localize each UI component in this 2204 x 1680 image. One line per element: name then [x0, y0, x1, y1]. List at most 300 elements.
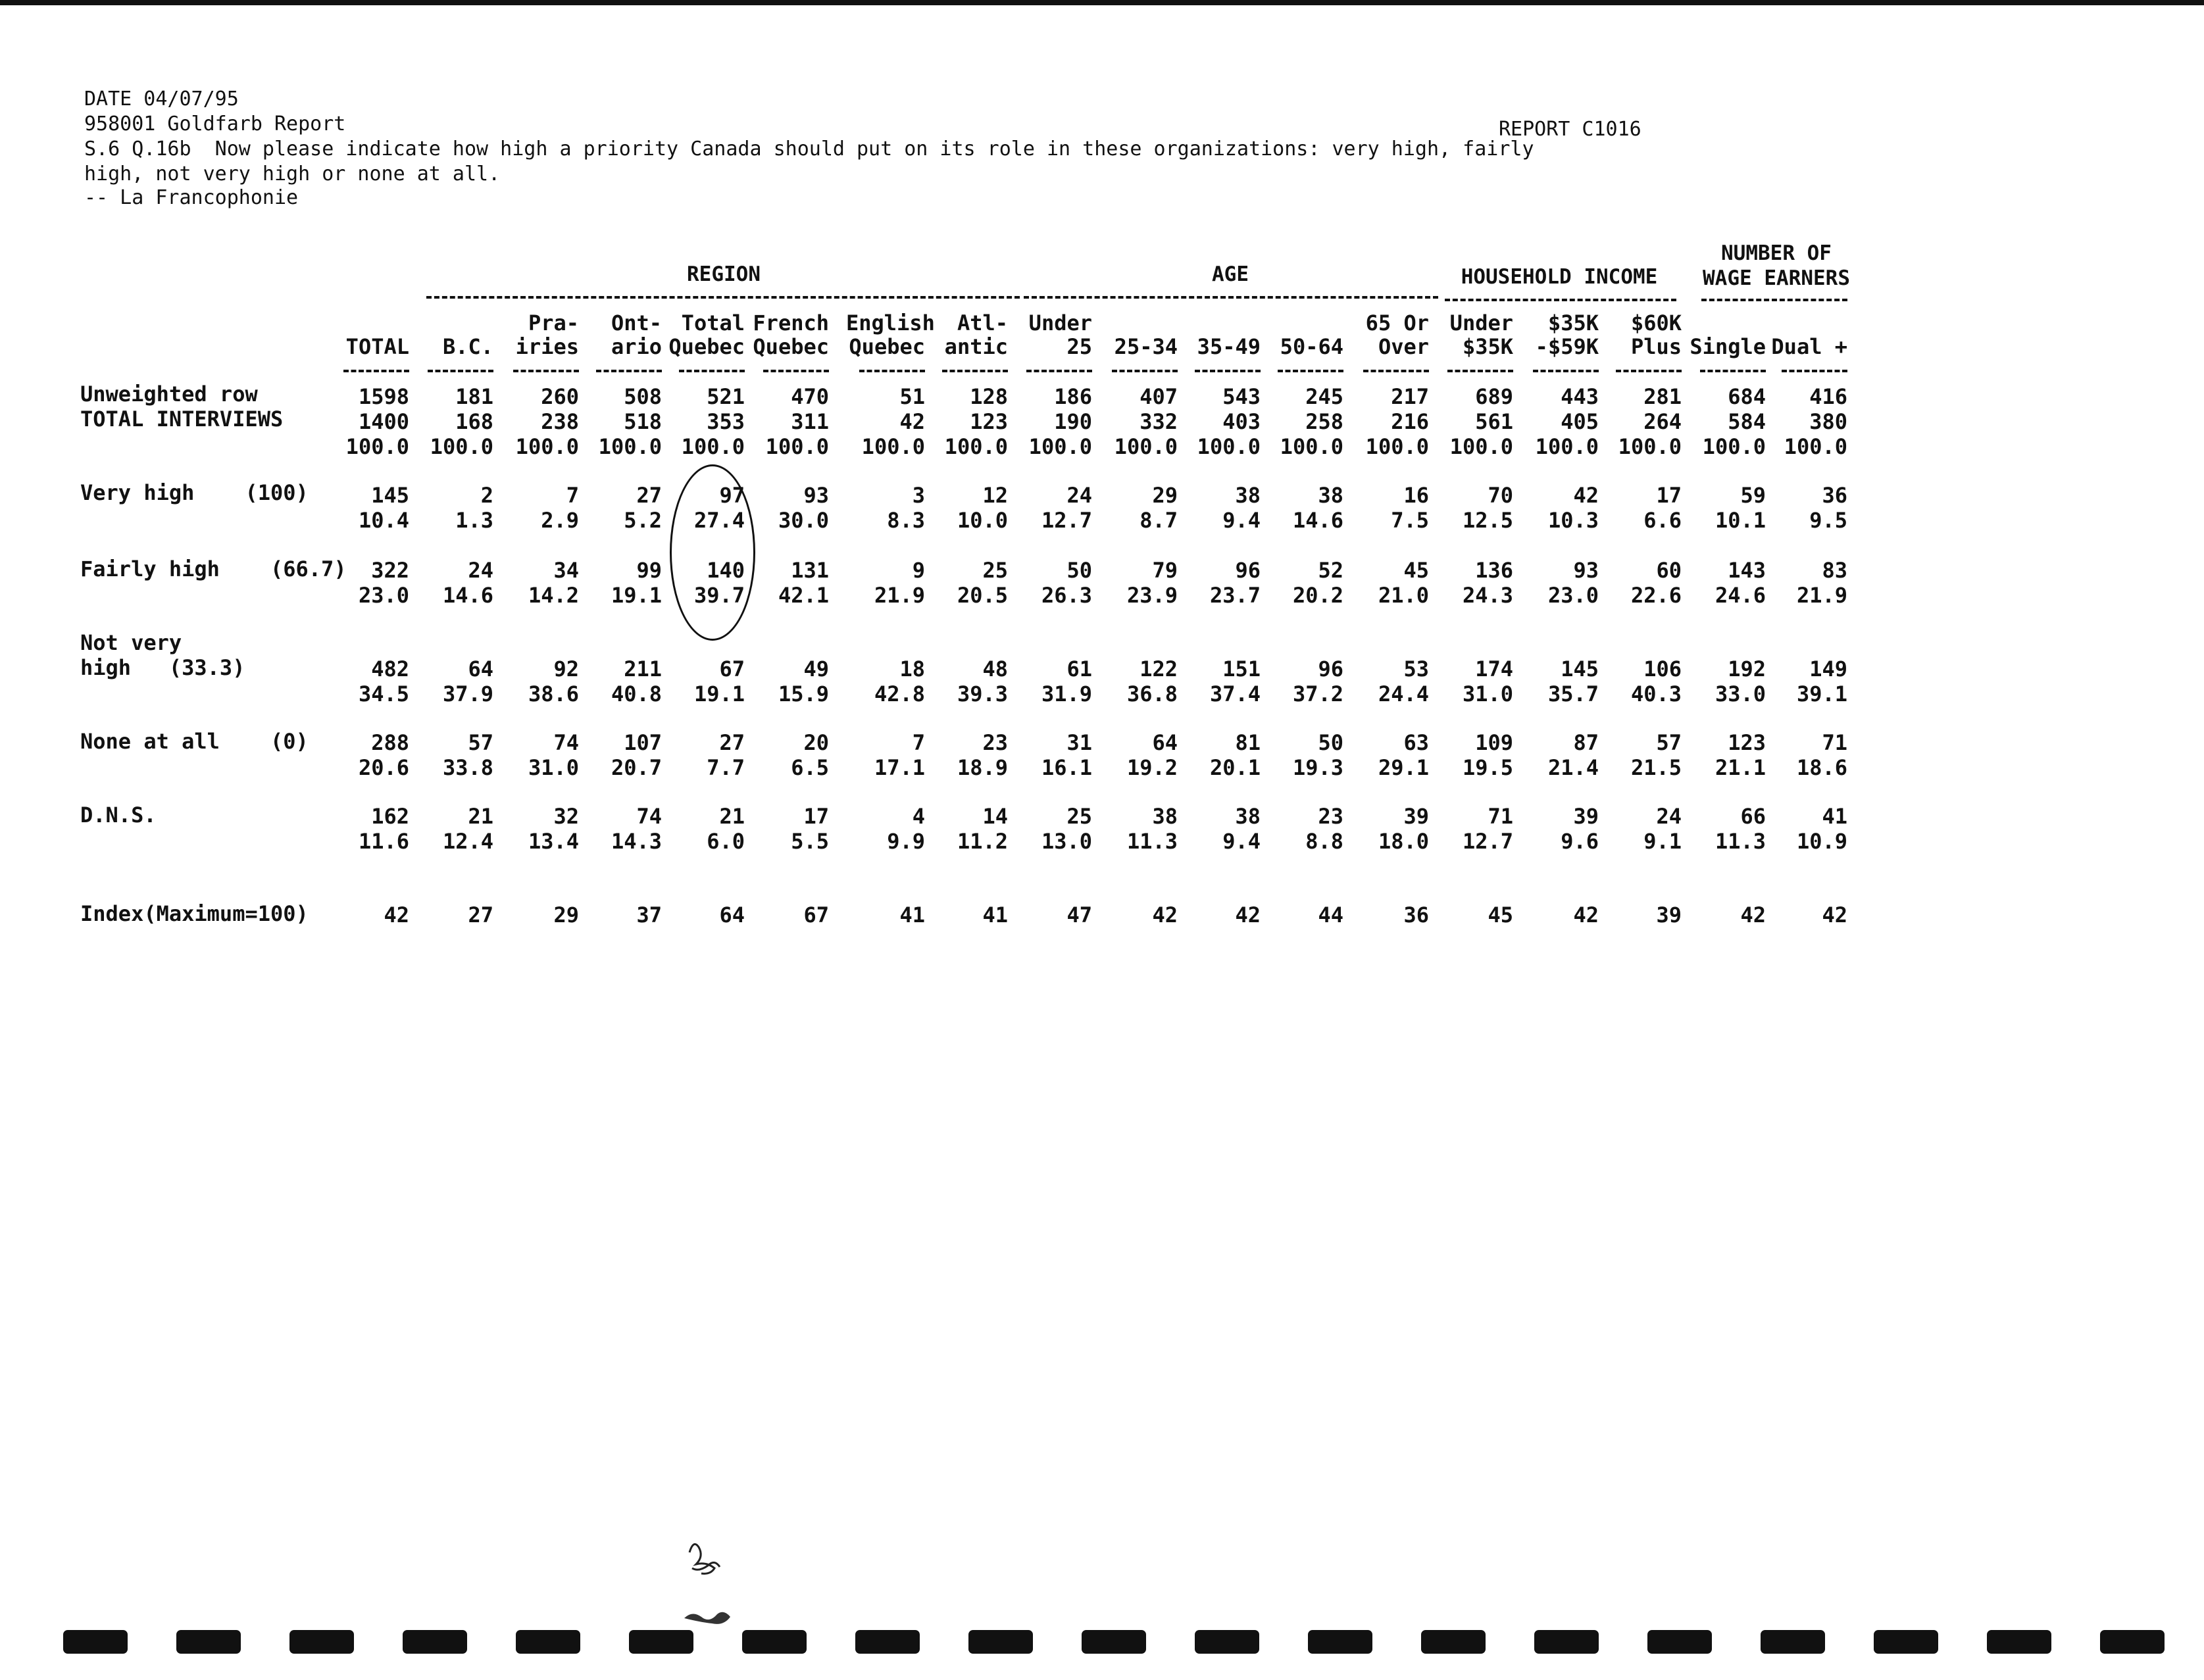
table-cell: 584 [1728, 409, 1766, 434]
table-cell: 93 [803, 483, 829, 508]
table-cell: 2 [480, 483, 493, 508]
table-cell: 100.0 [598, 434, 662, 459]
table-cell: 96 [1235, 558, 1261, 583]
table-cell: 74 [636, 804, 662, 829]
table-cell: 518 [624, 409, 662, 434]
table-cell: 288 [371, 730, 409, 755]
table-cell: 123 [1728, 730, 1766, 755]
table-cell: 10.4 [358, 508, 409, 533]
table-cell: 21.1 [1715, 755, 1766, 780]
table-cell: 15.9 [778, 681, 829, 706]
table-cell: 407 [1140, 384, 1178, 409]
punch-hole [516, 1630, 580, 1654]
table-cell: 14.6 [1292, 508, 1343, 533]
table-cell: 20.5 [957, 583, 1008, 608]
group-header-wage-line1: NUMBER OF [1721, 241, 1832, 265]
table-cell: 100.0 [1280, 434, 1343, 459]
question-line-2: high, not very high or none at all. [84, 162, 501, 185]
punch-hole [1874, 1630, 1938, 1654]
table-cell: 151 [1222, 656, 1261, 681]
punch-hole [855, 1630, 920, 1654]
table-cell: 41 [899, 902, 925, 927]
table-cell: 38 [1318, 483, 1343, 508]
table-cell: 8.7 [1140, 508, 1178, 533]
table-cell: 42 [899, 409, 925, 434]
table-cell: 100.0 [1114, 434, 1178, 459]
table-cell: 44 [1318, 902, 1343, 927]
table-cell: 561 [1475, 409, 1513, 434]
table-cell: 403 [1222, 409, 1261, 434]
table-cell: 107 [624, 730, 662, 755]
table-cell: 42 [384, 902, 409, 927]
table-cell: 61 [1066, 656, 1092, 681]
table-cell: 174 [1475, 656, 1513, 681]
table-cell: 123 [970, 409, 1008, 434]
table-cell: 38.6 [528, 681, 579, 706]
table-cell: 23 [1318, 804, 1343, 829]
table-cell: 23.9 [1126, 583, 1178, 608]
table-cell: 24.4 [1378, 681, 1429, 706]
table-cell: 238 [541, 409, 579, 434]
income-underline [1445, 299, 1676, 301]
table-cell: 27 [468, 902, 493, 927]
table-cell: 353 [707, 409, 745, 434]
column-underline [343, 370, 409, 372]
row-label: Fairly high (66.7) [80, 556, 347, 581]
table-cell: 35.7 [1547, 681, 1599, 706]
table-cell: 59 [1740, 483, 1766, 508]
table-cell: 42 [1573, 483, 1599, 508]
table-cell: 38 [1235, 804, 1261, 829]
report-id: REPORT C1016 [1499, 118, 1641, 141]
table-cell: 17.1 [874, 755, 925, 780]
punch-hole [63, 1630, 128, 1654]
table-cell: 190 [1054, 409, 1092, 434]
column-header-line2: 25 [1066, 334, 1092, 359]
table-cell: 684 [1728, 384, 1766, 409]
column-underline [1112, 370, 1178, 372]
scan-top-edge [0, 0, 2204, 5]
table-cell: 64 [468, 656, 493, 681]
column-header-line1: $60K [1630, 310, 1682, 335]
table-cell: 48 [982, 656, 1008, 681]
table-cell: 21 [468, 804, 493, 829]
table-cell: 258 [1305, 409, 1343, 434]
table-cell: 24 [468, 558, 493, 583]
table-cell: 18.6 [1796, 755, 1847, 780]
age-underline [1024, 296, 1438, 299]
column-header-line2: $35K [1462, 334, 1513, 359]
table-cell: 311 [791, 409, 829, 434]
table-cell: 100.0 [1702, 434, 1766, 459]
wage-underline [1701, 299, 1847, 301]
table-cell: 100.0 [1365, 434, 1429, 459]
table-cell: 81 [1235, 730, 1261, 755]
table-cell: 7 [912, 730, 925, 755]
table-cell: 100.0 [1535, 434, 1599, 459]
table-cell: 12.5 [1462, 508, 1513, 533]
table-cell: 83 [1822, 558, 1847, 583]
table-cell: 145 [371, 483, 409, 508]
table-cell: 106 [1643, 656, 1682, 681]
table-cell: 100.0 [765, 434, 829, 459]
table-cell: 6.5 [791, 755, 829, 780]
table-cell: 149 [1809, 656, 1847, 681]
column-header-line2: 25-34 [1114, 334, 1178, 359]
table-cell: 332 [1140, 409, 1178, 434]
table-cell: 21.0 [1378, 583, 1429, 608]
table-cell: 9.5 [1809, 508, 1847, 533]
column-underline [1782, 370, 1847, 372]
table-cell: 21 [719, 804, 745, 829]
table-cell: 49 [803, 656, 829, 681]
column-header-line1: French [753, 310, 829, 335]
punch-hole [1195, 1630, 1259, 1654]
column-underline [596, 370, 662, 372]
table-cell: 27.4 [693, 508, 745, 533]
table-cell: 30.0 [778, 508, 829, 533]
table-cell: 45 [1403, 558, 1429, 583]
table-cell: 443 [1561, 384, 1599, 409]
table-cell: 67 [803, 902, 829, 927]
table-cell: 9.6 [1561, 829, 1599, 854]
table-cell: 17 [803, 804, 829, 829]
table-cell: 36 [1822, 483, 1847, 508]
table-cell: 140 [707, 558, 745, 583]
table-cell: 24.6 [1715, 583, 1766, 608]
table-cell: 50 [1318, 730, 1343, 755]
punch-hole [1987, 1630, 2051, 1654]
table-cell: 9.4 [1222, 829, 1261, 854]
region-underline [426, 296, 1020, 299]
table-cell: 24 [1656, 804, 1682, 829]
table-cell: 74 [553, 730, 579, 755]
table-cell: 37.9 [442, 681, 493, 706]
table-cell: 53 [1403, 656, 1429, 681]
table-cell: 47 [1066, 902, 1092, 927]
table-cell: 64 [719, 902, 745, 927]
column-header-line1: Atl- [957, 310, 1008, 335]
table-cell: 21.9 [1796, 583, 1847, 608]
table-cell: 24 [1066, 483, 1092, 508]
table-cell: 482 [371, 656, 409, 681]
table-cell: 9.1 [1643, 829, 1682, 854]
punch-hole [1082, 1630, 1146, 1654]
table-cell: 64 [1152, 730, 1178, 755]
table-cell: 42 [1152, 902, 1178, 927]
column-header-line2: iries [515, 334, 579, 359]
table-cell: 14.3 [611, 829, 662, 854]
table-cell: 31 [1066, 730, 1092, 755]
table-cell: 100.0 [1618, 434, 1682, 459]
row-label: Not very [80, 630, 182, 655]
punch-hole [2100, 1630, 2165, 1654]
table-cell: 100.0 [861, 434, 925, 459]
table-cell: 42.1 [778, 583, 829, 608]
table-cell: 143 [1728, 558, 1766, 583]
column-header-line2: -$59K [1535, 334, 1599, 359]
table-cell: 19.1 [693, 681, 745, 706]
group-header-region: REGION [687, 262, 761, 286]
column-header-line1: Under [1449, 310, 1513, 335]
column-header-line1: Pra- [528, 310, 579, 335]
table-cell: 27 [636, 483, 662, 508]
table-cell: 12.7 [1462, 829, 1513, 854]
table-cell: 162 [371, 804, 409, 829]
table-cell: 50 [1066, 558, 1092, 583]
table-cell: 16.1 [1041, 755, 1092, 780]
table-cell: 100.0 [1784, 434, 1847, 459]
report-date: DATE 04/07/95 [84, 87, 239, 111]
column-header-line2: Dual + [1771, 334, 1847, 359]
table-cell: 79 [1152, 558, 1178, 583]
column-header-line2: 35-49 [1197, 334, 1261, 359]
table-cell: 39 [1573, 804, 1599, 829]
table-cell: 186 [1054, 384, 1092, 409]
table-cell: 37 [636, 902, 662, 927]
table-cell: 216 [1391, 409, 1429, 434]
table-cell: 13.4 [528, 829, 579, 854]
table-cell: 543 [1222, 384, 1261, 409]
table-cell: 9 [912, 558, 925, 583]
table-cell: 9.4 [1222, 508, 1261, 533]
question-line-1: S.6 Q.16b Now please indicate how high a priority Canada should put on its role in these organizations: very high, fairly [84, 137, 1534, 161]
question-subject: -- La Francophonie [84, 186, 299, 209]
table-cell: 26.3 [1041, 583, 1092, 608]
column-underline [1447, 370, 1513, 372]
table-cell: 33.8 [442, 755, 493, 780]
punch-hole [968, 1630, 1033, 1654]
table-cell: 63 [1403, 730, 1429, 755]
column-header-line1: Ont- [611, 310, 662, 335]
table-cell: 42 [1822, 902, 1847, 927]
table-cell: 34.5 [358, 681, 409, 706]
table-cell: 19.5 [1462, 755, 1513, 780]
table-cell: 41 [1822, 804, 1847, 829]
table-cell: 39.1 [1796, 681, 1847, 706]
table-cell: 67 [719, 656, 745, 681]
punch-hole [176, 1630, 241, 1654]
table-cell: 12.4 [442, 829, 493, 854]
table-cell: 136 [1475, 558, 1513, 583]
table-cell: 7 [566, 483, 579, 508]
table-cell: 21.4 [1547, 755, 1599, 780]
table-cell: 42 [1573, 902, 1599, 927]
table-cell: 52 [1318, 558, 1343, 583]
table-cell: 92 [553, 656, 579, 681]
row-label: D.N.S. [80, 803, 157, 828]
table-cell: 51 [899, 384, 925, 409]
table-cell: 23 [982, 730, 1008, 755]
table-cell: 8.3 [887, 508, 925, 533]
column-header-line2: antic [944, 334, 1008, 359]
table-cell: 19.1 [611, 583, 662, 608]
group-header-wage-line2: WAGE EARNERS [1703, 266, 1850, 290]
row-label-line2: TOTAL INTERVIEWS [80, 407, 284, 432]
table-cell: 27 [719, 730, 745, 755]
punch-hole [742, 1630, 807, 1654]
table-cell: 19.3 [1292, 755, 1343, 780]
column-header-line2: 50-64 [1280, 334, 1343, 359]
column-header-line2: Over [1378, 334, 1429, 359]
table-cell: 1598 [358, 384, 409, 409]
table-cell: 508 [624, 384, 662, 409]
table-cell: 36 [1403, 902, 1429, 927]
table-cell: 20.7 [611, 755, 662, 780]
table-cell: 38 [1152, 804, 1178, 829]
punch-hole [403, 1630, 467, 1654]
table-cell: 39.7 [693, 583, 745, 608]
table-cell: 322 [371, 558, 409, 583]
table-cell: 7.7 [707, 755, 745, 780]
punch-hole [1534, 1630, 1599, 1654]
table-cell: 128 [970, 384, 1008, 409]
table-cell: 10.9 [1796, 829, 1847, 854]
table-cell: 34 [553, 558, 579, 583]
column-header-line2: Plus [1630, 334, 1682, 359]
table-cell: 99 [636, 558, 662, 583]
table-cell: 14.2 [528, 583, 579, 608]
table-cell: 13.0 [1041, 829, 1092, 854]
table-cell: 281 [1643, 384, 1682, 409]
table-cell: 100.0 [1028, 434, 1092, 459]
table-cell: 12.7 [1041, 508, 1092, 533]
table-cell: 70 [1488, 483, 1513, 508]
column-header-line1: Under [1028, 310, 1092, 335]
column-underline [513, 370, 579, 372]
column-header-line1: 65 Or [1365, 310, 1429, 335]
table-cell: 18.9 [957, 755, 1008, 780]
table-cell: 20 [803, 730, 829, 755]
table-cell: 100.0 [1197, 434, 1261, 459]
column-header-line2: Single [1690, 334, 1766, 359]
table-cell: 1400 [358, 409, 409, 434]
table-cell: 21.5 [1630, 755, 1682, 780]
column-header-line2: Quebec [753, 334, 829, 359]
table-cell: 6.0 [707, 829, 745, 854]
table-cell: 31.9 [1041, 681, 1092, 706]
table-cell: 60 [1656, 558, 1682, 583]
table-cell: 29.1 [1378, 755, 1429, 780]
table-cell: 260 [541, 384, 579, 409]
table-cell: 9.9 [887, 829, 925, 854]
table-cell: 18 [899, 656, 925, 681]
table-cell: 1.3 [455, 508, 493, 533]
table-cell: 10.1 [1715, 508, 1766, 533]
table-cell: 38 [1235, 483, 1261, 508]
table-cell: 100.0 [944, 434, 1008, 459]
table-cell: 41 [982, 902, 1008, 927]
table-cell: 264 [1643, 409, 1682, 434]
row-label: Very high (100) [80, 480, 309, 505]
table-cell: 23.0 [358, 583, 409, 608]
column-header-line2: B.C. [442, 334, 493, 359]
table-cell: 109 [1475, 730, 1513, 755]
column-underline [1278, 370, 1343, 372]
punch-hole [1761, 1630, 1825, 1654]
table-cell: 17 [1656, 483, 1682, 508]
column-underline [1533, 370, 1599, 372]
table-cell: 14.6 [442, 583, 493, 608]
table-cell: 36.8 [1126, 681, 1178, 706]
table-cell: 181 [455, 384, 493, 409]
table-cell: 145 [1561, 656, 1599, 681]
table-cell: 11.3 [1126, 829, 1178, 854]
report-name: 958001 Goldfarb Report [84, 112, 346, 136]
table-cell: 19.2 [1126, 755, 1178, 780]
table-cell: 122 [1140, 656, 1178, 681]
table-cell: 100.0 [345, 434, 409, 459]
table-cell: 37.2 [1292, 681, 1343, 706]
table-cell: 97 [719, 483, 745, 508]
table-cell: 20.2 [1292, 583, 1343, 608]
table-cell: 20.1 [1209, 755, 1261, 780]
handwritten-circle [670, 464, 755, 641]
table-cell: 71 [1488, 804, 1513, 829]
table-cell: 31.0 [528, 755, 579, 780]
punch-hole [1308, 1630, 1372, 1654]
punch-hole [1647, 1630, 1712, 1654]
table-cell: 11.3 [1715, 829, 1766, 854]
table-cell: 11.2 [957, 829, 1008, 854]
row-label: None at all (0) [80, 729, 309, 754]
table-cell: 10.3 [1547, 508, 1599, 533]
column-header-line2: Quebec [668, 334, 745, 359]
column-header-line2: Quebec [849, 334, 925, 359]
table-cell: 14 [982, 804, 1008, 829]
row-label-line2: high (33.3) [80, 655, 245, 680]
table-cell: 10.0 [957, 508, 1008, 533]
table-cell: 42 [1235, 902, 1261, 927]
column-header-line2: ario [611, 334, 662, 359]
table-cell: 470 [791, 384, 829, 409]
table-cell: 45 [1488, 902, 1513, 927]
table-cell: 31.0 [1462, 681, 1513, 706]
table-cell: 93 [1573, 558, 1599, 583]
table-cell: 39.3 [957, 681, 1008, 706]
table-cell: 405 [1561, 409, 1599, 434]
column-header-line1: Total [681, 310, 745, 335]
table-cell: 416 [1809, 384, 1847, 409]
table-cell: 8.8 [1305, 829, 1343, 854]
table-cell: 3 [912, 483, 925, 508]
table-cell: 11.6 [358, 829, 409, 854]
column-underline [679, 370, 745, 372]
column-underline [1700, 370, 1766, 372]
row-label: Index(Maximum=100) [80, 901, 309, 926]
column-header-line1: English [846, 310, 935, 335]
table-cell: 16 [1403, 483, 1429, 508]
table-cell: 100.0 [515, 434, 579, 459]
column-underline [1363, 370, 1429, 372]
table-cell: 6.6 [1643, 508, 1682, 533]
table-cell: 21.9 [874, 583, 925, 608]
table-cell: 168 [455, 409, 493, 434]
table-cell: 23.7 [1209, 583, 1261, 608]
table-cell: 42 [1740, 902, 1766, 927]
table-cell: 22.6 [1630, 583, 1682, 608]
table-cell: 23.0 [1547, 583, 1599, 608]
table-cell: 245 [1305, 384, 1343, 409]
table-cell: 42.8 [874, 681, 925, 706]
table-cell: 40.8 [611, 681, 662, 706]
column-header-line2: TOTAL [345, 334, 409, 359]
table-cell: 18.0 [1378, 829, 1429, 854]
table-cell: 2.9 [541, 508, 579, 533]
table-cell: 24.3 [1462, 583, 1513, 608]
table-cell: 5.5 [791, 829, 829, 854]
table-cell: 192 [1728, 656, 1766, 681]
